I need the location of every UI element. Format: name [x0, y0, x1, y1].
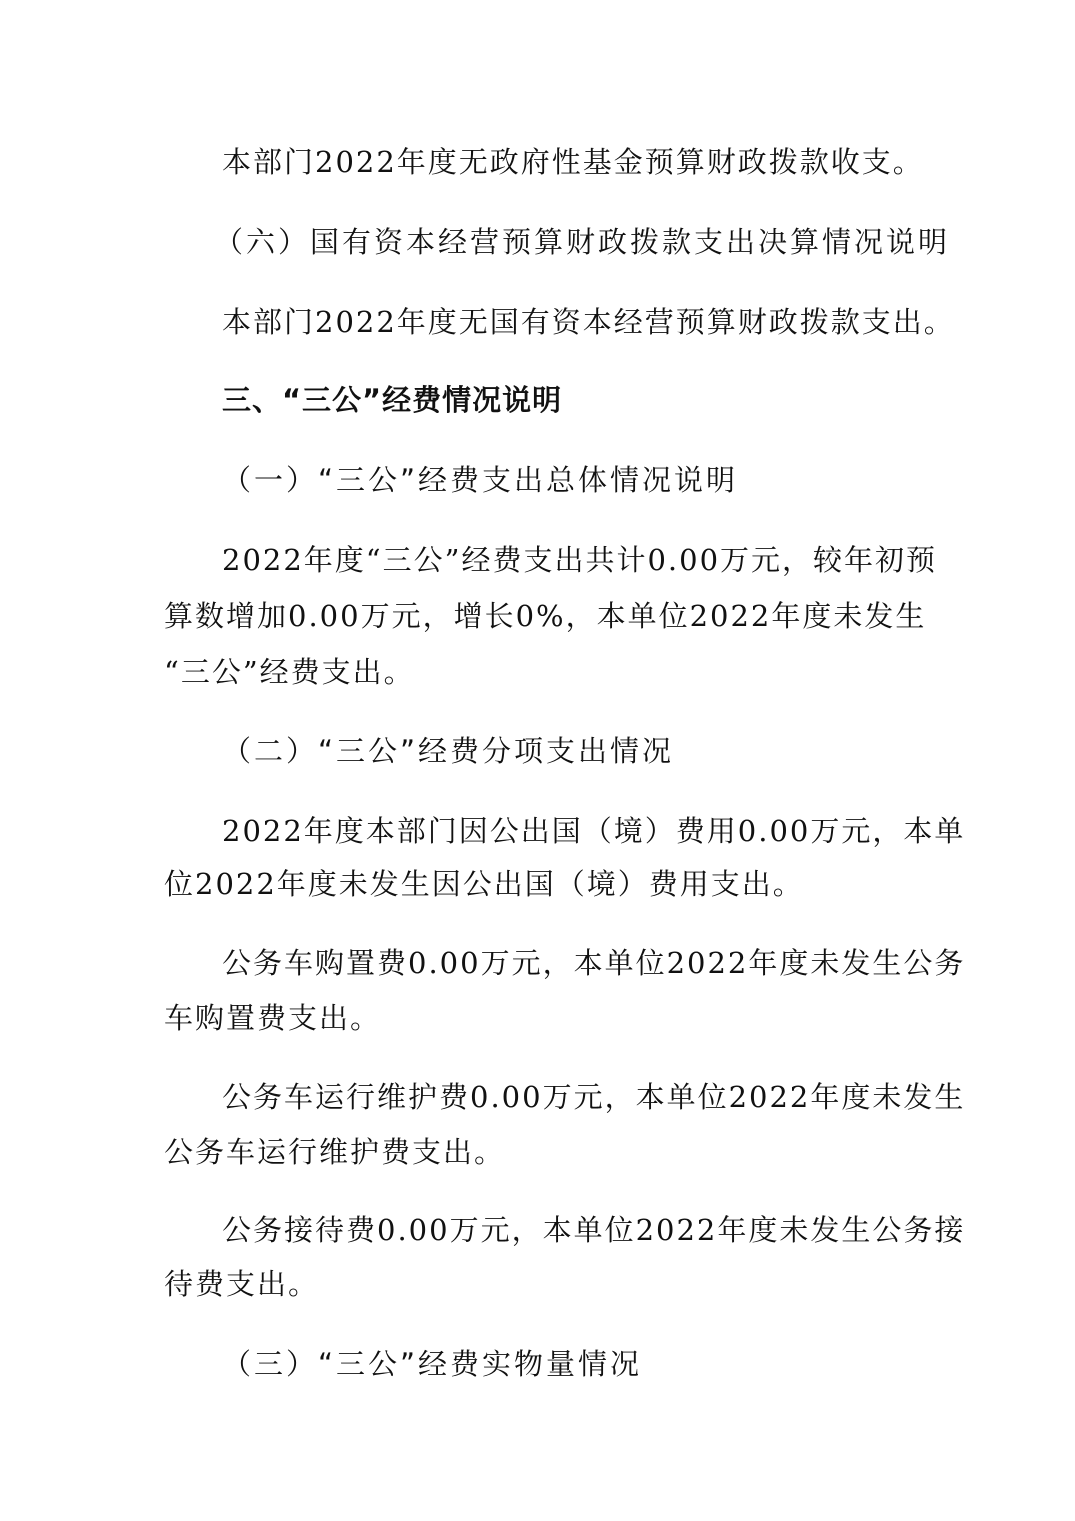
paragraph-vehicle-maintenance-line-2: 公务车运行维护费支出。 [164, 1135, 506, 1169]
paragraph-reception-line-2: 待费支出。 [164, 1267, 320, 1301]
paragraph-vehicle-purchase-line-1: 公务车购置费0.00万元，本单位2022年度未发生公务 [222, 946, 966, 980]
paragraph-overall-line-3: “三公”经费支出。 [164, 655, 415, 689]
paragraph-vehicle-purchase-line-2: 车购置费支出。 [164, 1001, 382, 1035]
paragraph-government-fund: 本部门2022年度无政府性基金预算财政拨款收支。 [222, 145, 924, 179]
section-title-three-public: 三、“三公”经费情况说明 [222, 383, 563, 417]
paragraph-overall-line-1: 2022年度“三公”经费支出共计0.00万元，较年初预 [222, 543, 938, 577]
heading-state-capital: （六）国有资本经营预算财政拨款支出决算情况说明 [214, 225, 951, 259]
paragraph-vehicle-maintenance-line-1: 公务车运行维护费0.00万元，本单位2022年度未发生 [222, 1080, 966, 1114]
subsection-title-physical-quantity: （三）“三公”经费实物量情况 [222, 1347, 643, 1381]
subsection-title-overall: （一）“三公”经费支出总体情况说明 [222, 463, 739, 497]
paragraph-state-capital: 本部门2022年度无国有资本经营预算财政拨款支出。 [222, 305, 955, 339]
paragraph-abroad-line-1: 2022年度本部门因公出国（境）费用0.00万元，本单 [222, 814, 966, 848]
subsection-title-itemized: （二）“三公”经费分项支出情况 [222, 734, 675, 768]
paragraph-reception-line-1: 公务接待费0.00万元，本单位2022年度未发生公务接 [222, 1213, 966, 1247]
paragraph-overall-line-2: 算数增加0.00万元，增长0%，本单位2022年度未发生 [164, 599, 927, 633]
paragraph-abroad-line-2: 位2022年度未发生因公出国（境）费用支出。 [164, 867, 804, 901]
